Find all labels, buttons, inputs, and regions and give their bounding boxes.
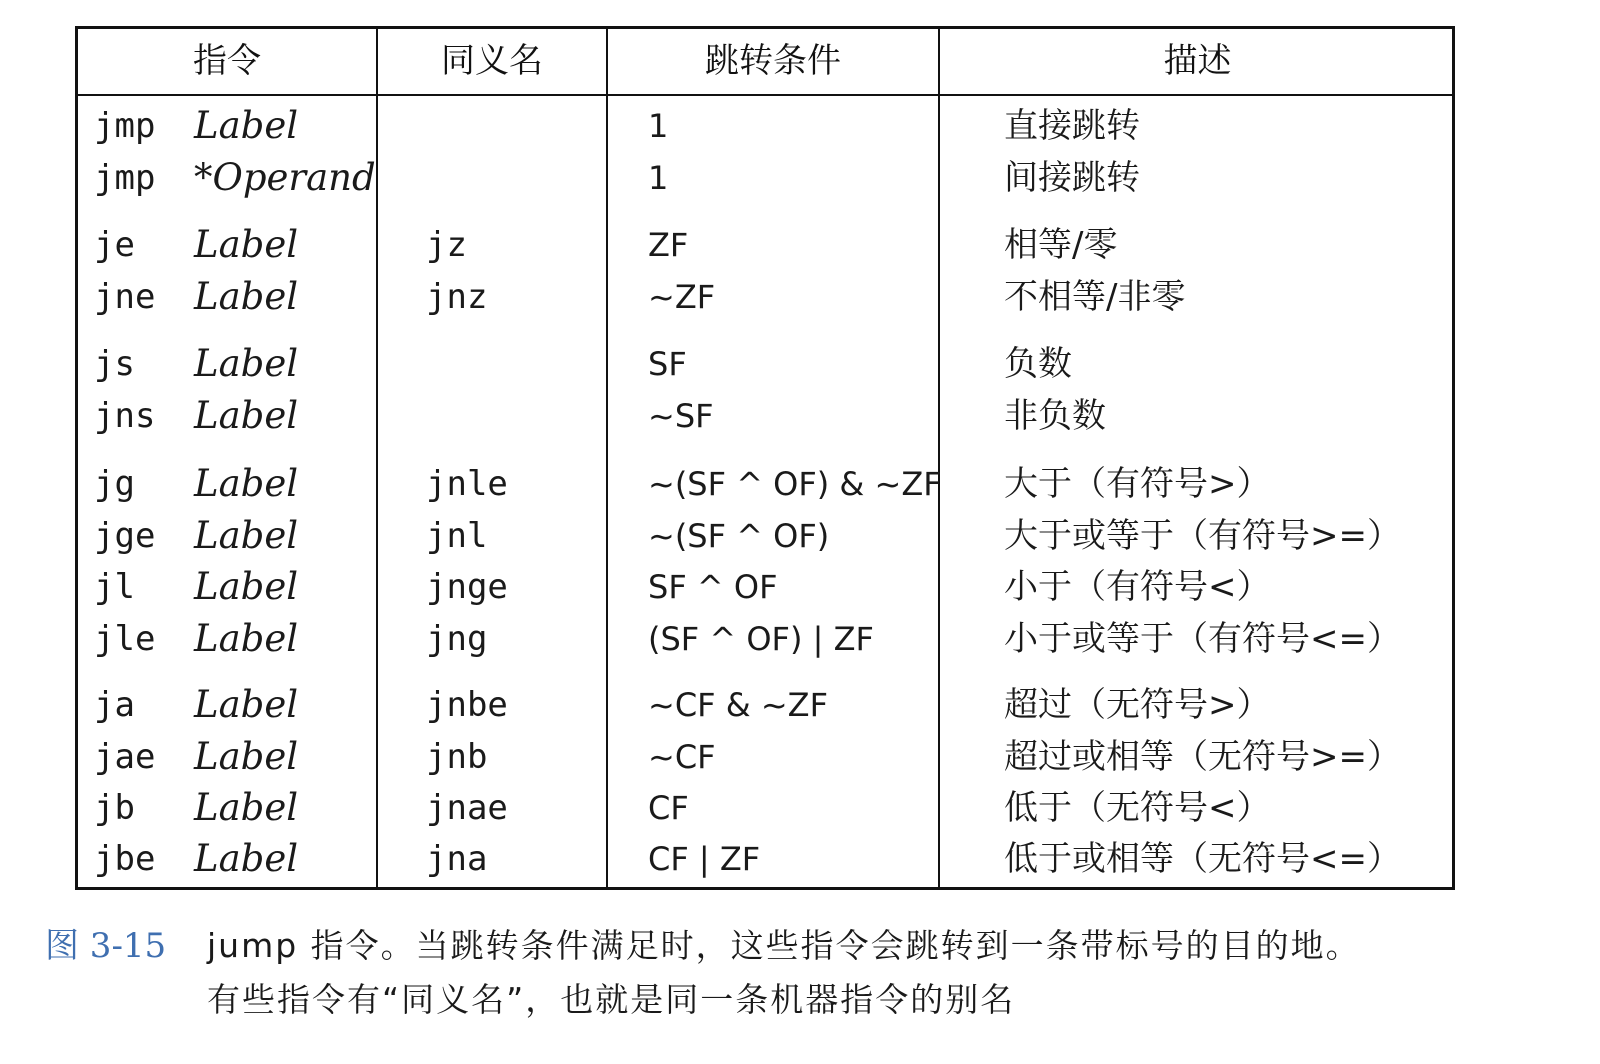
synonym-cell: jnl [426, 516, 488, 556]
jump-instructions-table [75, 26, 1455, 890]
description-cell: 低于（无符号<） [1004, 788, 1271, 828]
description-cell: 小于（有符号<） [1004, 567, 1271, 607]
header-instruction: 指令 [193, 41, 261, 81]
synonym-cell: jnae [426, 788, 508, 828]
description-cell: 大于或等于（有符号>=） [1004, 516, 1401, 556]
instruction-cell: jg [94, 464, 135, 504]
synonym-cell: jng [426, 619, 488, 659]
condition-cell: CF [648, 789, 689, 827]
synonym-cell: jnz [426, 277, 488, 317]
operand-cell: Label [194, 342, 299, 385]
condition-cell: SF ^ OF [648, 568, 778, 606]
condition-cell: CF | ZF [648, 840, 761, 878]
caption-line-1: jump 指令。当跳转条件满足时，这些指令会跳转到一条带标号的目的地。 [207, 926, 1361, 965]
instruction-cell: jmp [94, 106, 156, 146]
instruction-cell: jge [94, 516, 156, 556]
instruction-cell: jmp [94, 158, 156, 198]
operand-cell: Label [194, 462, 299, 505]
description-cell: 大于（有符号>） [1004, 464, 1271, 504]
column-divider [376, 29, 378, 887]
instruction-cell: jns [94, 396, 156, 436]
condition-cell: ~(SF ^ OF) [648, 517, 830, 555]
column-divider [938, 29, 940, 887]
operand-cell: *Operand [194, 156, 376, 199]
synonym-cell: jnb [426, 737, 488, 777]
synonym-cell: jnle [426, 464, 508, 504]
description-cell: 负数 [1004, 344, 1072, 384]
instruction-cell: jb [94, 788, 135, 828]
instruction-cell: jle [94, 619, 156, 659]
description-cell: 超过（无符号>） [1004, 685, 1271, 725]
operand-cell: Label [194, 565, 299, 608]
condition-cell: 1 [648, 107, 669, 145]
operand-cell: Label [194, 514, 299, 557]
header-description: 描述 [1163, 41, 1232, 81]
header-condition: 跳转条件 [705, 41, 841, 81]
instruction-cell: jae [94, 737, 156, 777]
condition-cell: ~CF & ~ZF [648, 686, 828, 724]
instruction-cell: ja [94, 685, 135, 725]
description-cell: 低于或相等（无符号<=） [1004, 839, 1401, 879]
operand-cell: Label [194, 617, 299, 660]
condition-cell: ~ZF [648, 278, 716, 316]
operand-cell: Label [194, 683, 299, 726]
instruction-cell: jbe [94, 839, 156, 879]
column-divider [606, 29, 608, 887]
description-cell: 小于或等于（有符号<=） [1004, 619, 1401, 659]
description-cell: 间接跳转 [1004, 158, 1140, 198]
condition-cell: ~(SF ^ OF) & ~ZF [648, 465, 942, 503]
condition-cell: SF [648, 345, 687, 383]
condition-cell: 1 [648, 159, 669, 197]
description-cell: 超过或相等（无符号>=） [1004, 737, 1401, 777]
instruction-cell: jne [94, 277, 156, 317]
description-cell: 直接跳转 [1004, 106, 1140, 146]
instruction-cell: js [94, 344, 135, 384]
operand-cell: Label [194, 275, 299, 318]
synonym-cell: jnge [426, 567, 508, 607]
condition-cell: ZF [648, 226, 689, 264]
synonym-cell: jnbe [426, 685, 508, 725]
synonym-cell: jz [426, 225, 467, 265]
figure-label: 图 3-15 [45, 926, 167, 966]
description-cell: 不相等/非零 [1004, 277, 1186, 317]
operand-cell: Label [194, 223, 299, 266]
condition-cell: ~CF [648, 738, 716, 776]
condition-cell: (SF ^ OF) | ZF [648, 620, 874, 658]
header-synonym: 同义名 [441, 41, 543, 81]
condition-cell: ~SF [648, 397, 714, 435]
operand-cell: Label [194, 735, 299, 778]
header-rule [78, 94, 1452, 96]
caption-line-2: 有些指令有“同义名”，也就是同一条机器指令的别名 [207, 980, 1016, 1019]
operand-cell: Label [194, 394, 299, 437]
description-cell: 非负数 [1004, 396, 1106, 436]
instruction-cell: jl [94, 567, 135, 607]
description-cell: 相等/零 [1004, 225, 1118, 265]
operand-cell: Label [194, 104, 299, 147]
instruction-cell: je [94, 225, 135, 265]
operand-cell: Label [194, 837, 299, 880]
synonym-cell: jna [426, 839, 488, 879]
operand-cell: Label [194, 786, 299, 829]
